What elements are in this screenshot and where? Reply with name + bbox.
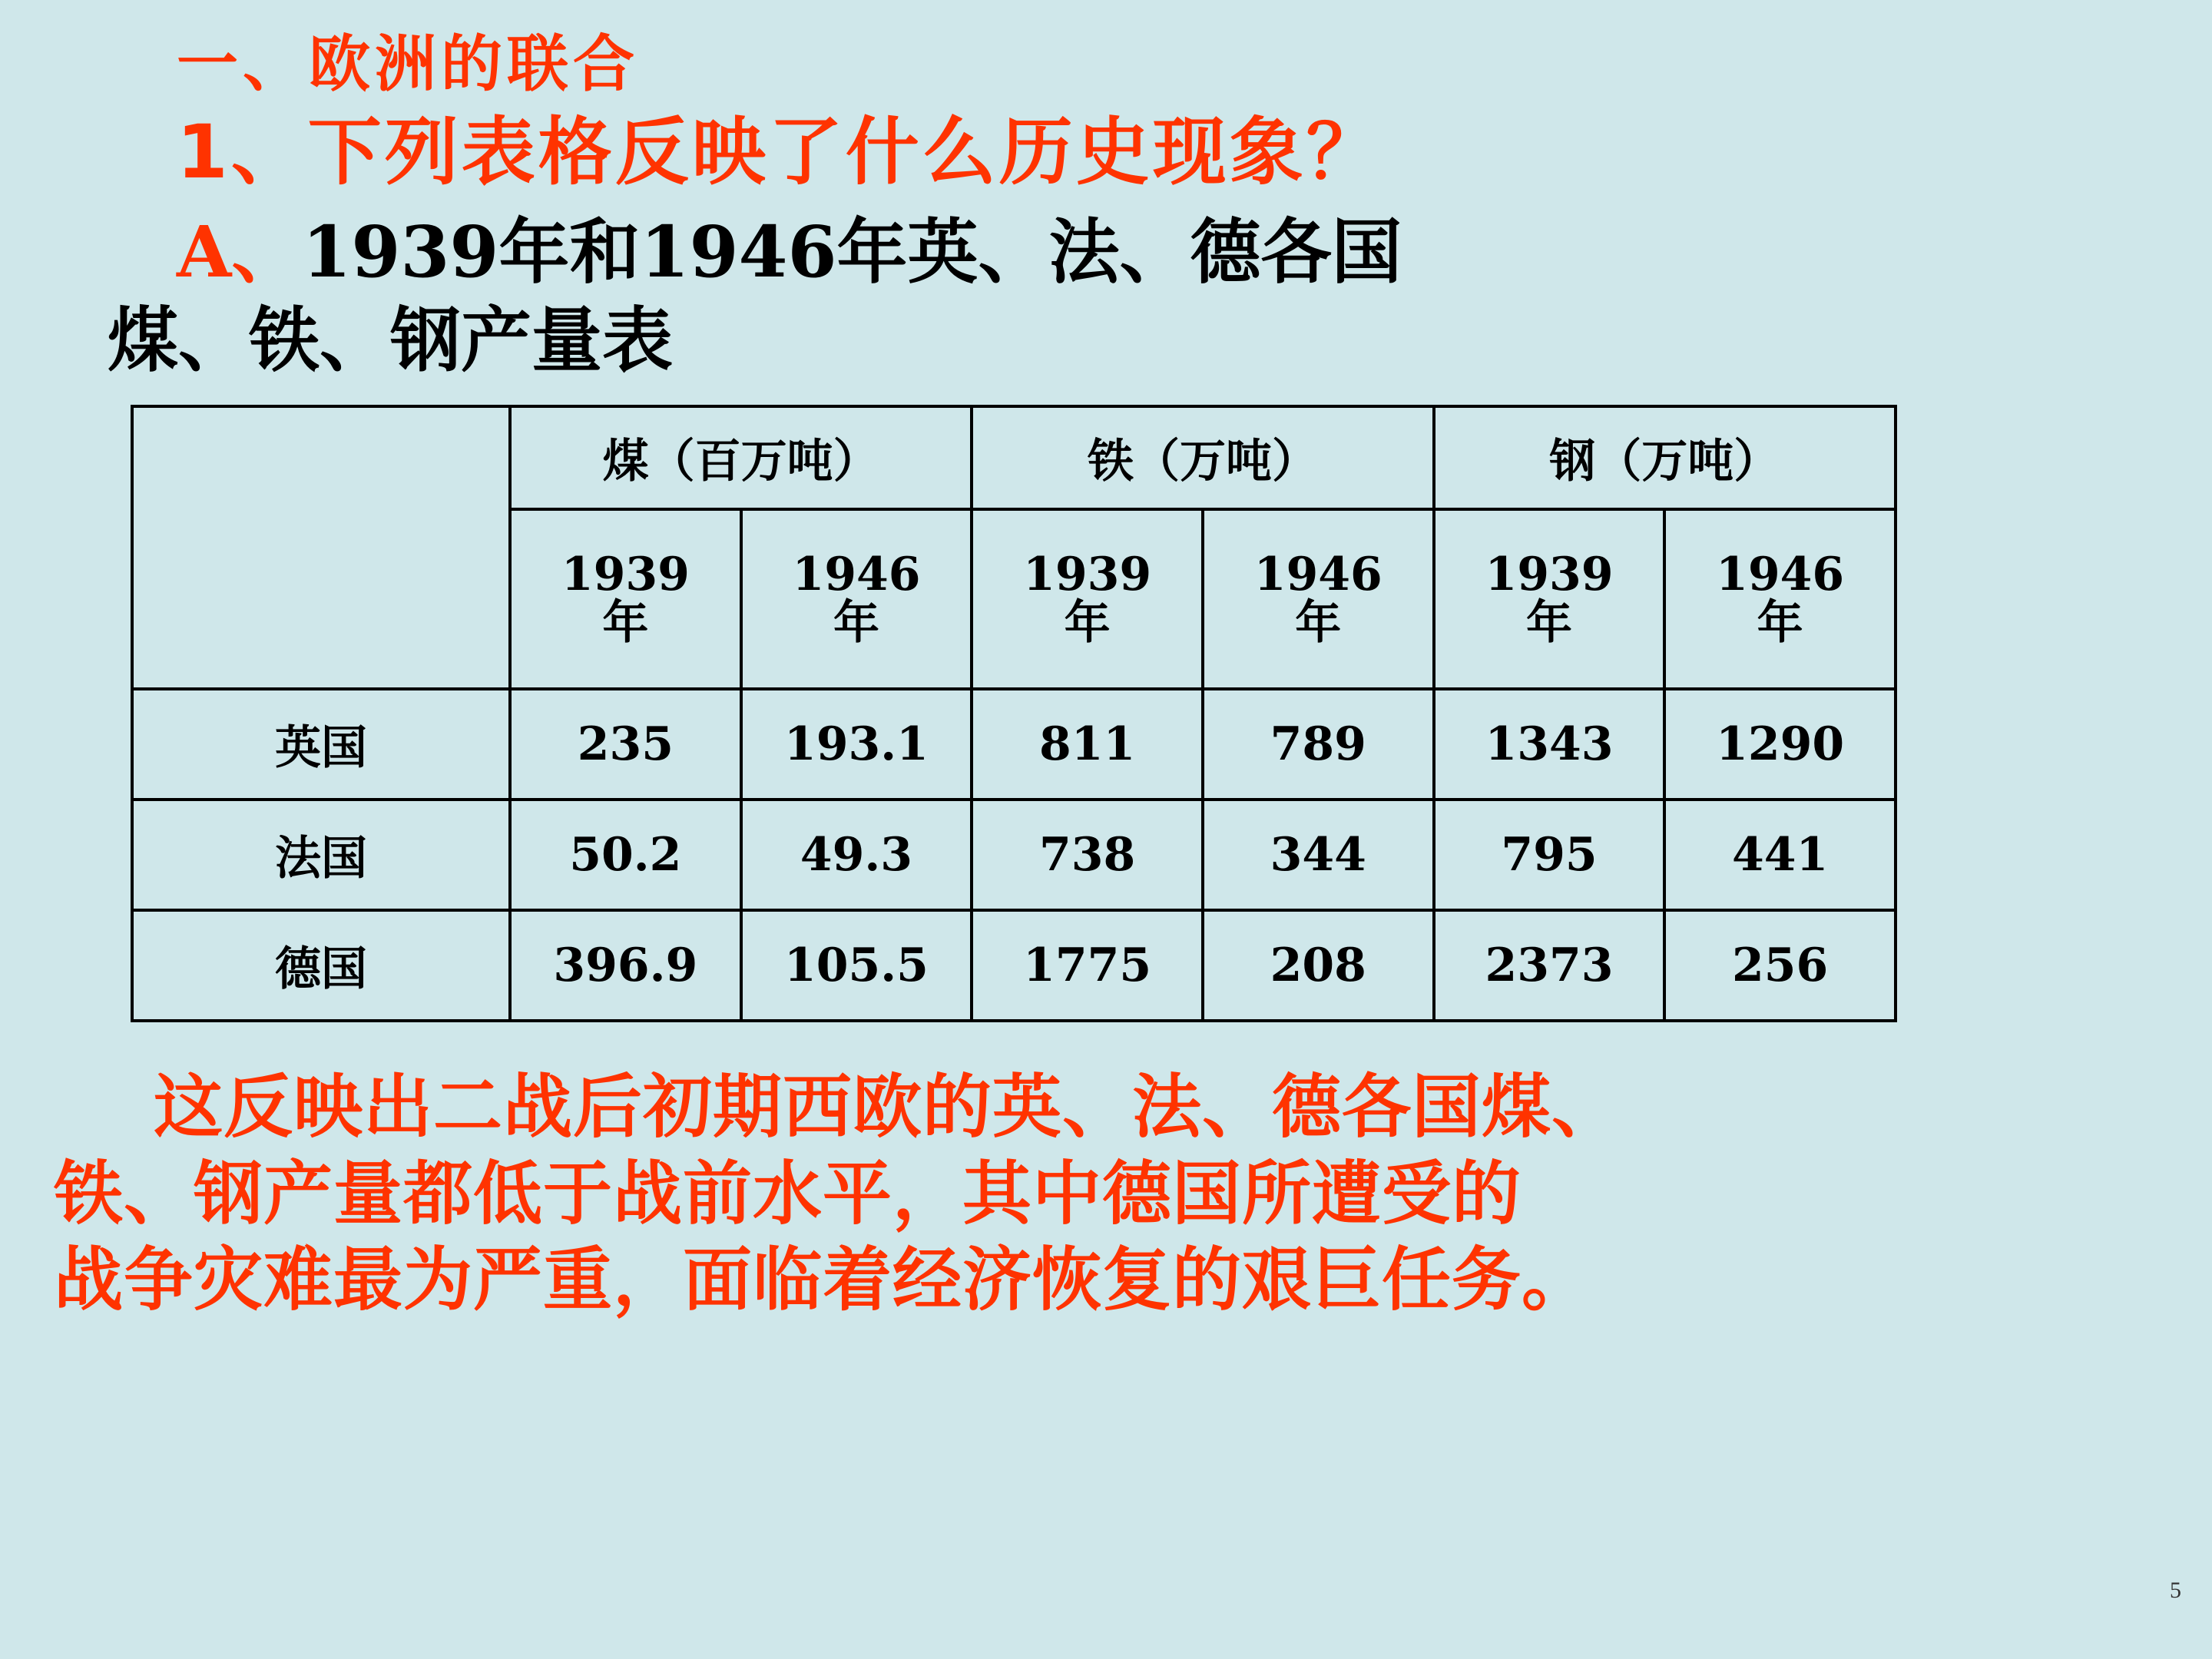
table-row — [132, 689, 1896, 800]
conclusion-line-2: 铁、钢产量都低于战前水平，其中德国所遭受的 — [54, 1153, 1522, 1234]
row-label-germany: 德国 — [132, 910, 510, 1021]
table-row-group-header — [132, 406, 1896, 509]
production-table — [131, 405, 1897, 1022]
conclusion-text — [46, 1065, 2166, 1324]
year-header-steel-1946-unit: 年 — [1757, 596, 1803, 651]
cell-france-coal-1939: 50.2 — [510, 800, 741, 910]
conclusion-line-1-text: 这反映出二战后初期西欧的英、法、德各国煤、 — [154, 1067, 1621, 1148]
year-header-coal-1946-year: 1946 — [792, 548, 921, 602]
cell-uk-steel-1939: 1343 — [1434, 689, 1665, 800]
cell-uk-iron-1939: 811 — [972, 689, 1203, 800]
year-header-coal-1939 — [510, 509, 741, 689]
table-title-line2: 煤、铁、钢产量表 — [108, 299, 674, 382]
year-header-coal-1946-unit: 年 — [833, 596, 879, 651]
cell-germany-iron-1939: 1775 — [972, 910, 1203, 1021]
year-header-coal-1939-unit: 年 — [602, 596, 649, 651]
table-title-line1 — [177, 212, 2166, 293]
table-title-text-1: 1939年和1946年英、法、德各国 — [302, 210, 1402, 293]
cell-uk-iron-1946: 789 — [1203, 689, 1434, 800]
year-header-steel-1939-year: 1939 — [1485, 548, 1614, 602]
table-row — [132, 910, 1896, 1021]
cell-france-iron-1946: 344 — [1203, 800, 1434, 910]
cell-france-iron-1939: 738 — [972, 800, 1203, 910]
year-header-steel-1939 — [1434, 509, 1665, 689]
cell-uk-steel-1946: 1290 — [1664, 689, 1896, 800]
column-group-coal: 煤（百万吨） — [510, 406, 972, 509]
year-header-coal-1939-year: 1939 — [561, 548, 690, 602]
row-label-france: 法国 — [132, 800, 510, 910]
year-header-iron-1946 — [1203, 509, 1434, 689]
conclusion-line-1 — [54, 1065, 2151, 1151]
cell-france-coal-1946: 49.3 — [741, 800, 972, 910]
year-header-iron-1939 — [972, 509, 1203, 689]
year-header-iron-1939-unit: 年 — [1064, 596, 1111, 651]
table-corner-cell — [132, 406, 510, 689]
year-header-steel-1939-unit: 年 — [1525, 596, 1572, 651]
cell-france-steel-1939: 795 — [1434, 800, 1665, 910]
question-heading: 1、下列表格反映了什么历史现象？ — [177, 109, 1383, 195]
cell-germany-steel-1946: 256 — [1664, 910, 1896, 1021]
cell-germany-coal-1939: 396.9 — [510, 910, 741, 1021]
item-label: A、 — [177, 210, 303, 293]
column-group-iron: 铁（万吨） — [972, 406, 1433, 509]
year-header-coal-1946 — [741, 509, 972, 689]
year-header-iron-1939-year: 1939 — [1023, 548, 1152, 602]
year-header-steel-1946 — [1664, 509, 1896, 689]
year-header-iron-1946-unit: 年 — [1295, 596, 1342, 651]
section-heading: 一、欧洲的联合 — [177, 28, 639, 100]
cell-germany-coal-1946: 105.5 — [741, 910, 972, 1021]
cell-uk-coal-1939: 235 — [510, 689, 741, 800]
row-label-uk: 英国 — [132, 689, 510, 800]
column-group-steel: 钢（万吨） — [1434, 406, 1896, 509]
table-row — [132, 800, 1896, 910]
cell-uk-coal-1946: 193.1 — [741, 689, 972, 800]
cell-france-steel-1946: 441 — [1664, 800, 1896, 910]
cell-germany-iron-1946: 208 — [1203, 910, 1434, 1021]
year-header-steel-1946-year: 1946 — [1716, 548, 1845, 602]
conclusion-line-3: 战争灾难最为严重，面临着经济恢复的艰巨任务。 — [54, 1240, 1591, 1321]
year-header-iron-1946-year: 1946 — [1253, 548, 1382, 602]
cell-germany-steel-1939: 2373 — [1434, 910, 1665, 1021]
page-number: 5 — [2170, 1578, 2181, 1603]
